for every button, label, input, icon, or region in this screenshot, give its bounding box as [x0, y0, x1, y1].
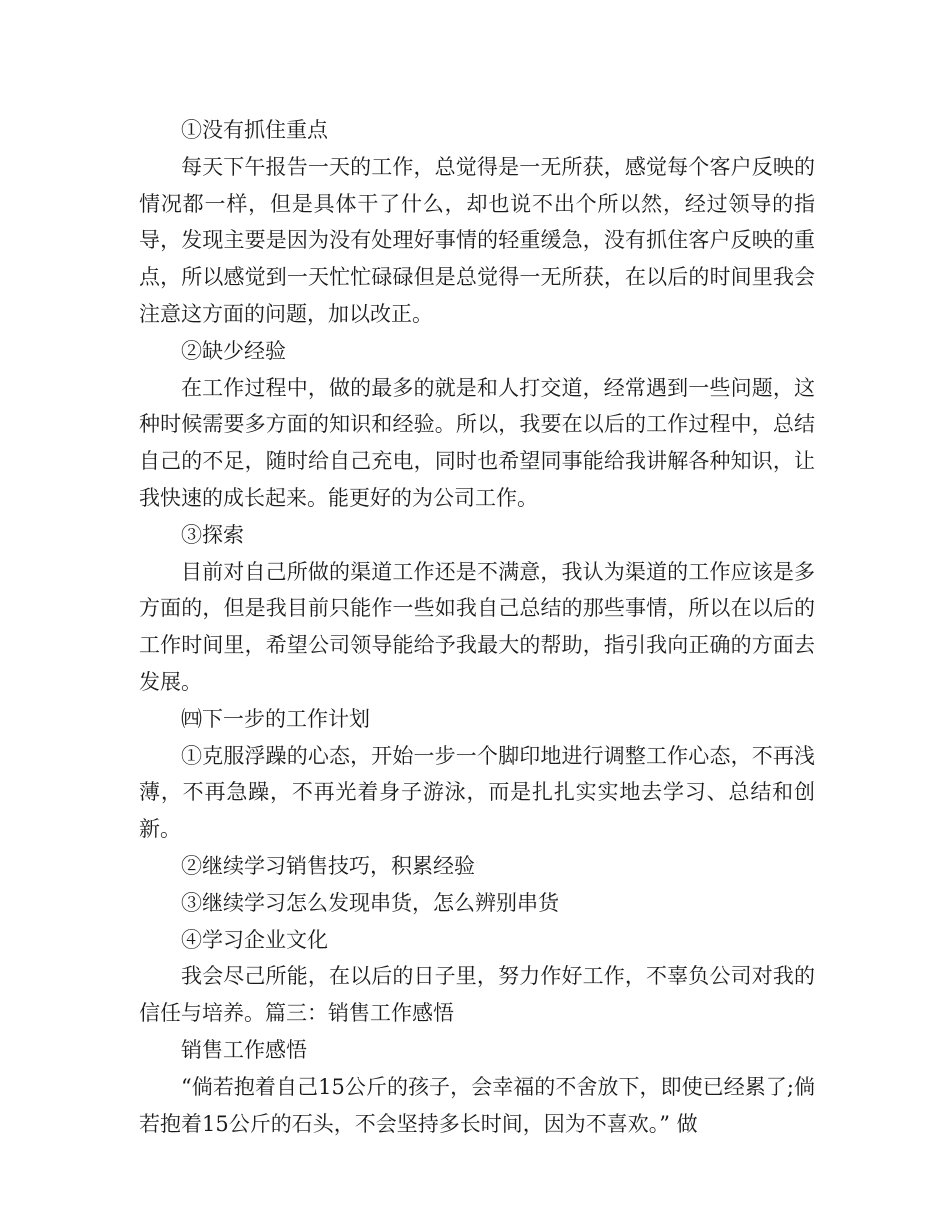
document-body: [139, 112, 815, 1142]
plan-item-1: ①克服浮躁的心态，开始一步一个脚印地进行调整工作心态，不再浅薄，不再急躁，不再光着身子游泳，而是扎扎实实地去学习、总结和创新。: [139, 743, 815, 842]
paragraph-closing: 我会尽己所能，在以后的日子里，努力作好工作，不辜负公司对我的信任与培养。篇三：销售工作感悟: [139, 964, 815, 1026]
plan-item-4: ④学习企业文化: [181, 927, 328, 952]
subheading-explore: ③探索: [181, 522, 244, 547]
plan-item-2: ②继续学习销售技巧，积累经验: [181, 853, 475, 878]
plan-item-3: ③继续学习怎么发现串货，怎么辨别串货: [181, 890, 559, 915]
subheading-no-focus: ①没有抓住重点: [181, 118, 328, 142]
paragraph-no-focus-body: 每天下午报告一天的工作，总觉得是一无所获，感觉每个客户反映的情况都一样，但是具体干了什么，却也说不出个所以然，经过领导的指导，发现主要是因为没有处理好事情的轻重缓急，没有抓住客户反映的重点，所以感觉到一天忙忙碌碌但是总觉得一无所获，在以后的时间里我会注意这方面的问题，加以改正。: [139, 154, 815, 326]
section-heading-next-plan: ㈣下一步的工作计划: [181, 706, 370, 731]
paragraph-explore-body: 目前对自己所做的渠道工作还是不满意，我认为渠道的工作应该是多方面的，但是我目前只能作一些如我自己总结的那些事情，所以在以后的工作时间里，希望公司领导能给予我最大的帮助，指引我向正确的方面去发展。: [139, 559, 815, 694]
section-title-sales-insight: 销售工作感悟: [181, 1037, 307, 1062]
paragraph-lack-experience-body: 在工作过程中，做的最多的就是和人打交道，经常遇到一些问题，这种时候需要多方面的知识和经验。所以，我要在以后的工作过程中，总结自己的不足，随时给自己充电，同时也希望同事能给我讲解各种知识，让我快速的成长起来。能更好的为公司工作。: [139, 375, 815, 510]
subheading-lack-experience: ②缺少经验: [181, 338, 286, 363]
paragraph-quote: “倘若抱着自己15公斤的孩子，会幸福的不舍放下，即使已经累了;倘若抱着15公斤的石头，不会坚持多长时间，因为不喜欢。” 做: [139, 1074, 815, 1136]
